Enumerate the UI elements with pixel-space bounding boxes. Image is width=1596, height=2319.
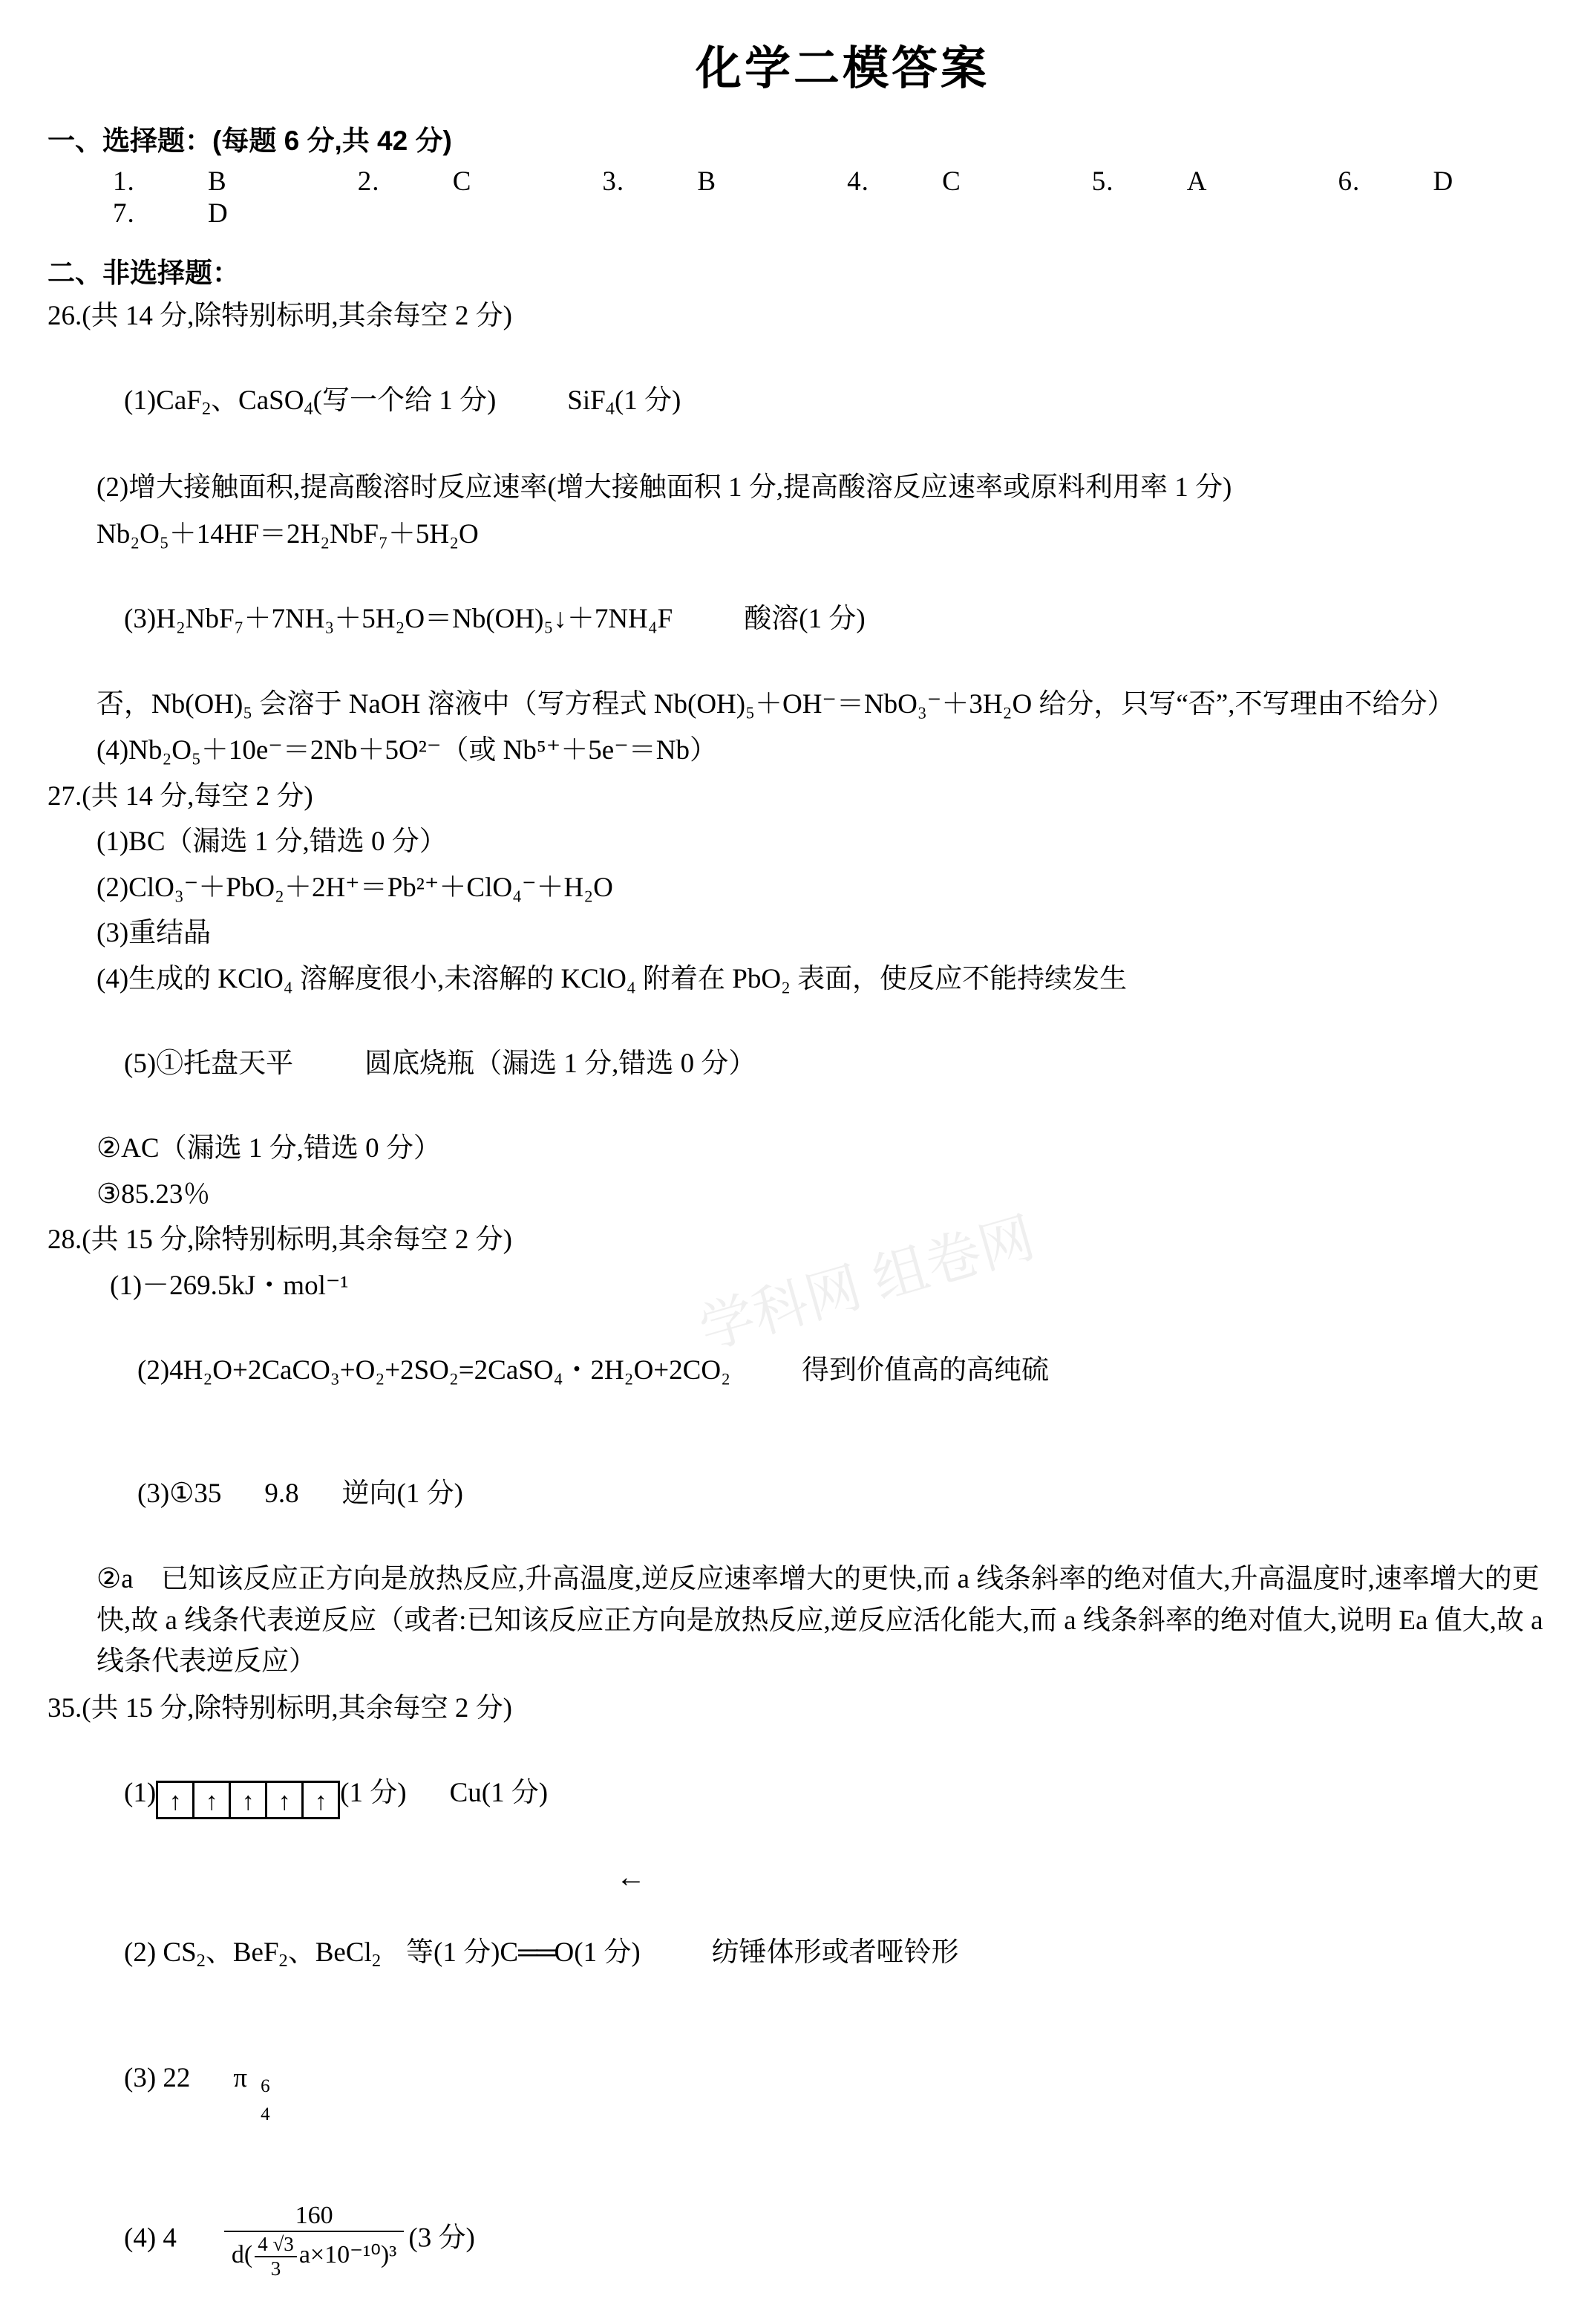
q35-part1-prefix: (1) <box>124 1777 157 1808</box>
answer-sheet-page <box>0 31 1596 2289</box>
inner-fraction-numerator: 4 √3 <box>258 2233 294 2256</box>
q35-sub-2b: 2 <box>278 1950 288 1971</box>
fraction-numerator: 160 <box>295 2202 333 2230</box>
q35-part2-e: 纺锤体形或者哑铃形 <box>711 1937 959 1968</box>
orbital-box-diagram <box>156 1781 340 1819</box>
mc-answer-4: 4. C <box>847 166 961 197</box>
q26-part1-text-d: SiF <box>567 385 606 417</box>
q28-part2-note: 得到价值高的高纯硫 <box>801 1354 1049 1386</box>
q28-header: 28.(共 15 分,除特别标明,其余每空 2 分) <box>48 1224 512 1256</box>
q26-part2: (2)增大接触面积,提高酸溶时反应速率(增大接触面积 1 分,提高酸溶反应速率或原料利用率 1 分) <box>97 472 1232 503</box>
up-arrow-icon: ↑ <box>241 1787 255 1816</box>
q35-part1-score: (1 分) <box>340 1777 407 1808</box>
q28-part3-1 <box>110 1436 1596 1553</box>
q26-sub-2: 2 <box>201 398 212 419</box>
q35-part2-bond: O(1 分) <box>554 1937 641 1968</box>
q27-part2: (2)ClO₃⁻＋PbO₂＋2H⁺＝Pb²⁺＋ClO₄⁻＋H₂O <box>97 872 613 903</box>
up-arrow-icon: ↑ <box>314 1787 327 1816</box>
fraction-expression <box>224 2201 404 2280</box>
q26-header: 26.(共 14 分,除特别标明,其余每空 2 分) <box>48 301 512 331</box>
page-title: 化学二模答案 <box>695 43 990 94</box>
q28-part2 <box>110 1312 1596 1429</box>
q28-part3-a: (3)①35 <box>137 1478 222 1510</box>
inner-fraction <box>255 2234 297 2280</box>
q35-part1 <box>97 1735 1596 1858</box>
mc-answer-2: 2. C <box>357 166 472 197</box>
q35-part3-a: (3) 22 <box>124 2062 191 2093</box>
inner-fraction-denominator: 3 <box>255 2256 297 2280</box>
up-arrow-icon: ↑ <box>278 1787 291 1816</box>
up-arrow-icon: ↑ <box>205 1787 218 1816</box>
q35-part1-answer: Cu(1 分) <box>449 1777 549 1808</box>
denominator-prefix: d( <box>231 2241 253 2269</box>
q35-part2-c: 、BeCl <box>287 1937 372 1968</box>
q27-part5-b: 圆底烧瓶（漏选 1 分,错选 0 分） <box>364 1048 756 1079</box>
orbital-cell <box>231 1783 267 1817</box>
q28-part3-2: ②a 已知该反应正方向是放热反应,升高温度,逆反应速率增大的更快,而 a 线条斜率的绝对值大,升高温度时,速率增大的更快,故 a 线条代表逆反应（或者:已知该反应正方向是放热反应,逆反应活化能大,而 a 线条斜率的绝对值大,说明 Ea 值大,故 a 线条代表逆反应） <box>97 1564 1543 1677</box>
q35-part4-score: (3 分) <box>408 2222 475 2254</box>
q35-sub-2c: 2 <box>371 1950 382 1971</box>
q35-part2-d: 等(1 分)C <box>406 1937 519 1968</box>
orbital-cell <box>194 1783 231 1817</box>
q26-equation-1: Nb₂O₅＋14HF＝2H₂NbF₇＋5H₂O <box>97 518 479 549</box>
left-arrow-icon: ← <box>616 1860 646 1894</box>
q27-part3: (3)重结晶 <box>97 918 212 949</box>
q35-part2 <box>97 1894 1596 2013</box>
q27-part5-1 <box>97 1005 1596 1123</box>
q27-part1: (1)BC（漏选 1 分,错选 0 分） <box>97 826 447 858</box>
q26-part1-text-e: (1 分) <box>614 385 681 417</box>
mc-answer-1: 1. B <box>113 166 227 197</box>
q26-part4: (4)Nb₂O₅＋10e⁻＝2Nb＋5O²⁻（或 Nb⁵⁺＋5e⁻＝Nb） <box>97 735 717 766</box>
q35-part4-a: (4) 4 <box>124 2222 177 2254</box>
watermark-line: 学科网 组卷网 <box>693 1206 1041 1360</box>
multiple-choice-answers <box>113 166 1596 229</box>
orbital-cell <box>158 1783 194 1817</box>
mc-answer-3: 3. B <box>602 166 717 197</box>
q26-part3-text: (3)H₂NbF₇＋7NH₃＋5H₂O＝Nb(OH)₅↓＋7NH₄F <box>124 603 673 634</box>
fraction-denominator <box>224 2231 404 2280</box>
q26-part1-text-b: 、CaSO <box>211 385 304 417</box>
section-two-heading: 二、非选择题： <box>48 258 240 288</box>
q28-part3-b: 9.8 <box>264 1478 299 1510</box>
mc-answer-6: 6. D <box>1338 166 1454 197</box>
q35-arrow-row <box>97 1858 1596 1894</box>
q27-part4: (4)生成的 KClO₄ 溶解度很小,未溶解的 KClO₄ 附着在 PbO₂ 表面，使反应不能持续发生 <box>97 963 1128 994</box>
pi-superscript: 6 <box>261 2075 270 2096</box>
q26-part1-text-c: (写一个给 1 分) <box>313 385 497 417</box>
q26-sub-4b: 4 <box>605 398 615 419</box>
up-arrow-icon: ↑ <box>169 1787 182 1816</box>
q27-part5-3: ③85.23％ <box>97 1178 211 1210</box>
q27-header: 27.(共 14 分,每空 2 分) <box>48 780 313 812</box>
q35-sub-2a: 2 <box>196 1950 206 1971</box>
mc-answer-5: 5. A <box>1091 166 1208 197</box>
denominator-suffix: a×10⁻¹⁰)³ <box>298 2241 397 2269</box>
q26-part3-reason: 否，Nb(OH)₅ 会溶于 NaOH 溶液中（写方程式 Nb(OH)₅＋OH⁻＝NbO₃⁻＋3H₂O 给分，只写“否”,不写理由不给分） <box>97 688 1455 720</box>
pi-subscript: 4 <box>261 2104 270 2124</box>
q28-part2-equation: (2)4H₂O+2CaCO₃+O₂+2SO₂=2CaSO₄・2H₂O+2CO₂ <box>137 1354 730 1386</box>
q27-part5-2: ②AC（漏选 1 分,错选 0 分） <box>97 1133 441 1164</box>
q26-part3 <box>97 561 1596 678</box>
q28-part1: (1)－269.5kJ・mol⁻¹ <box>110 1270 349 1301</box>
mc-answer-7: 7. D <box>113 198 229 229</box>
q35-header: 35.(共 15 分,除特别标明,其余每空 2 分) <box>48 1692 512 1723</box>
q26-sub-4: 4 <box>304 398 313 419</box>
q35-part2-a: (2) CS <box>124 1937 197 1968</box>
q26-part1-text-a: (1)CaF <box>124 385 202 417</box>
q35-part2-b: 、BeF <box>205 1937 279 1968</box>
q28-part3-c: 逆向(1 分) <box>341 1478 463 1510</box>
double-bond-icon: ══ <box>518 1937 555 1968</box>
q26-part1 <box>97 343 1596 462</box>
q35-part3 <box>97 2020 1596 2137</box>
orbital-cell <box>267 1783 304 1817</box>
q27-part5-a: (5)①托盘天平 <box>124 1048 294 1079</box>
q35-part4 <box>97 2162 1596 2319</box>
q26-part3-note: 酸溶(1 分) <box>744 603 866 634</box>
orbital-cell <box>304 1783 338 1817</box>
section-one-heading: 一、选择题：(每题 6 分,共 42 分) <box>48 125 452 156</box>
pi-symbol: π <box>233 2062 248 2093</box>
